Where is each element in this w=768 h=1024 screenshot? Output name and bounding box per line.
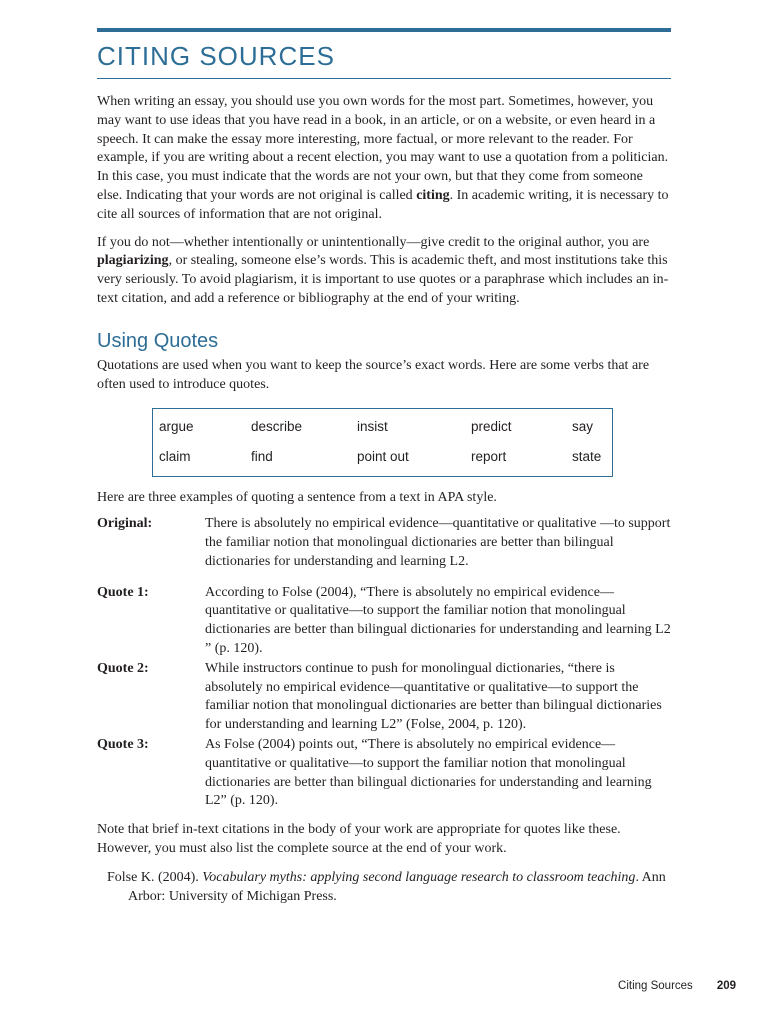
page-title: CITING SOURCES [97,41,335,71]
example-quote-1 [97,584,671,659]
verb-item: predict [471,419,512,435]
using-quotes-heading: Using Quotes [97,329,219,352]
reference-entry: Folse K. (2004). Vocabulary myths: applying second language research to classroom teaching. Ann Arbor: University of Michigan Press. [107,869,666,904]
reference-title: Vocabulary myths: applying second language research to classroom teaching [202,869,636,885]
verb-item: state [572,449,602,465]
example-quote-2 [97,660,671,735]
main-content [97,93,671,906]
verb-item: say [572,419,594,435]
verb-item: insist [357,419,388,435]
verb-item: claim [159,449,191,465]
term-plagiarizing: plagiarizing [97,253,169,269]
quotes-description: Quotations are used when you want to keep the source’s exact words. Here are some verbs that are often used to introduce quotes. [97,357,650,392]
verb-item: report [471,449,507,465]
page-number: 209 [716,980,736,992]
top-rule [97,28,671,32]
example-label: Quote 2: [97,660,149,676]
title-rule [97,78,671,79]
example-text: While instructors continue to push for monolingual dictionaries, “there is absolutely no empirical evidence—quantitative or qualitative—to support the familiar notion that monolingual dictionaries are better than bilingual dictionaries for understanding and learning L2” (Folse, 2004, p. 120). [205,660,662,733]
example-label: Quote 3: [97,736,149,752]
verb-item: point out [357,449,409,465]
term-citing: citing [416,187,450,203]
citation-note: Note that brief in-text citations in the body of your work are appropriate for quotes like these. However, you must also list the complete source at the end of your work. [97,822,621,856]
verb-item: find [251,449,273,465]
footer-section: Citing Sources [618,980,693,992]
example-label: Original: [97,516,153,532]
example-text: According to Folse (2004), “There is absolutely no empirical evidence—quantitative or qualitative—to support the familiar notion that monolingual dictionaries are better than bilingual dictionaries for understanding and learning L2 ” (p. 120). [205,584,671,656]
example-text: There is absolutely no empirical evidence—quantitative or qualitative —to support the familiar notion that monolingual dictionaries are better than bilingual dictionaries for understanding and learning L2. [205,516,671,569]
example-quote-3 [97,736,671,811]
intro-paragraph-1: When writing an essay, you should use you own words for the most part. Sometimes, however, you may want to use ideas that you have read in a book, in an article, or on a website, or even heard in a speech. It can make the essay more interesting, more factual, or more relevant to the reader. For example, if you are writing about a recent election, you may want to use a quotation from a politician. In this case, you must indicate that the words are not your own, but that they come from someone else. Indicating that your words are not original is called citing. In academic writing, it is necessary to cite all sources of information that are not original. [97,94,669,222]
example-label: Quote 1: [97,584,149,600]
verb-box [152,408,613,477]
example-original [97,515,671,571]
example-text: As Folse (2004) points out, “There is absolutely no empirical evidence—quantitative or qualitative—to support the familiar notion that monolingual dictionaries are better than bilingual dictionaries for understanding and learning L2” (p. 120). [205,736,652,809]
examples-intro: Here are three examples of quoting a sentence from a text in APA style. [97,490,497,506]
verb-item: describe [251,419,303,435]
page-footer [618,980,736,992]
verb-item: argue [159,419,194,435]
intro-paragraph-2: If you do not—whether intentionally or unintentionally—give credit to the original author, you are plagiarizing, or stealing, someone else’s words. This is academic theft, and most institutions take this very seriously. To avoid plagiarism, it is important to use quotes or a paraphrase which includes an in-text citation, and add a reference or bibliography at the end of your writing. [97,234,669,306]
